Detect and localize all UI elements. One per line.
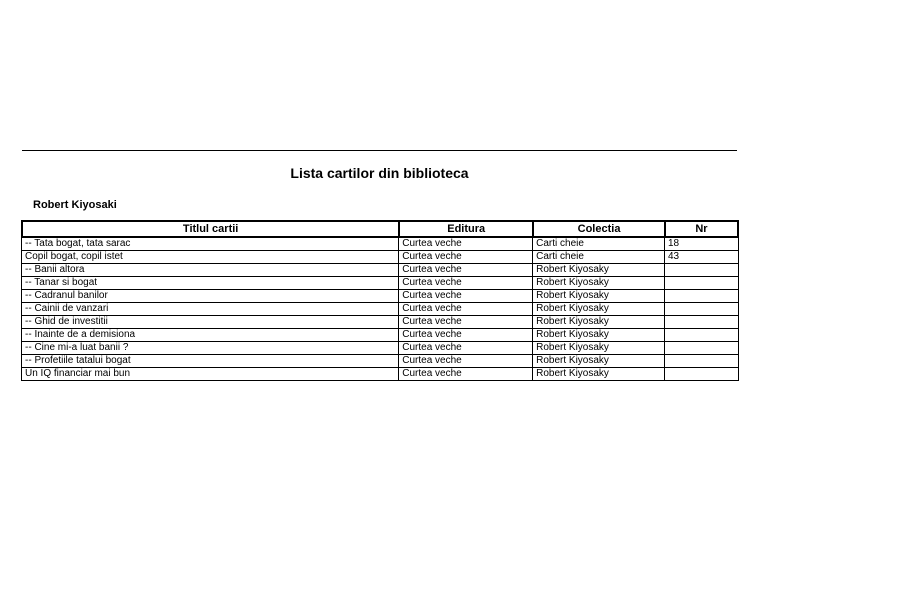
cell-colectia: Robert Kiyosaky — [533, 355, 665, 368]
cell-editura: Curtea veche — [399, 342, 533, 355]
column-header-editura: Editura — [399, 221, 533, 238]
cell-nr — [665, 264, 738, 277]
table-row — [22, 368, 738, 380]
cell-colectia: Carti cheie — [533, 238, 665, 251]
cell-nr — [665, 303, 738, 316]
cell-colectia: Carti cheie — [533, 251, 665, 264]
table-row — [22, 251, 738, 264]
cell-editura: Curtea veche — [399, 368, 533, 380]
table-row — [22, 355, 738, 368]
cell-title: -- Ghid de investitii — [22, 316, 399, 329]
cell-colectia: Robert Kiyosaky — [533, 316, 665, 329]
table-row — [22, 264, 738, 277]
cell-colectia: Robert Kiyosaky — [533, 368, 665, 380]
cell-colectia: Robert Kiyosaky — [533, 342, 665, 355]
table-body — [22, 238, 738, 380]
cell-editura: Curtea veche — [399, 290, 533, 303]
cell-colectia: Robert Kiyosaky — [533, 303, 665, 316]
cell-title: -- Cine mi-a luat banii ? — [22, 342, 399, 355]
table-row — [22, 277, 738, 290]
cell-title: -- Banii altora — [22, 264, 399, 277]
cell-editura: Curtea veche — [399, 277, 533, 290]
column-header-nr: Nr — [665, 221, 738, 238]
column-header-title: Titlul cartii — [22, 221, 399, 238]
cell-editura: Curtea veche — [399, 238, 533, 251]
cell-colectia: Robert Kiyosaky — [533, 329, 665, 342]
cell-colectia: Robert Kiyosaky — [533, 277, 665, 290]
cell-nr — [665, 355, 738, 368]
cell-title: -- Profetiile tatalui bogat — [22, 355, 399, 368]
cell-editura: Curtea veche — [399, 329, 533, 342]
table-row — [22, 316, 738, 329]
author-group-heading: Robert Kiyosaki — [33, 199, 117, 211]
table-header — [22, 221, 738, 238]
cell-nr — [665, 277, 738, 290]
cell-nr — [665, 368, 738, 380]
cell-colectia: Robert Kiyosaky — [533, 264, 665, 277]
page-title: Lista cartilor din biblioteca — [290, 165, 469, 181]
cell-nr — [665, 342, 738, 355]
cell-title: -- Tanar si bogat — [22, 277, 399, 290]
cell-editura: Curtea veche — [399, 251, 533, 264]
cell-nr: 43 — [665, 251, 738, 264]
cell-colectia: Robert Kiyosaky — [533, 290, 665, 303]
table-row — [22, 290, 738, 303]
column-header-colectia: Colectia — [533, 221, 665, 238]
table-row — [22, 238, 738, 251]
cell-nr — [665, 290, 738, 303]
table-row — [22, 329, 738, 342]
header-divider — [22, 150, 737, 151]
cell-editura: Curtea veche — [399, 355, 533, 368]
cell-nr: 18 — [665, 238, 738, 251]
cell-editura: Curtea veche — [399, 316, 533, 329]
cell-title: -- Inainte de a demisiona — [22, 329, 399, 342]
cell-title: -- Tata bogat, tata sarac — [22, 238, 399, 251]
header-row — [22, 221, 738, 238]
cell-editura: Curtea veche — [399, 264, 533, 277]
cell-title: Un IQ financiar mai bun — [22, 368, 399, 380]
books-table — [21, 220, 739, 381]
cell-title: -- Cainii de vanzari — [22, 303, 399, 316]
table-row — [22, 303, 738, 316]
cell-nr — [665, 316, 738, 329]
cell-title: -- Cadranul banilor — [22, 290, 399, 303]
table-row — [22, 342, 738, 355]
cell-editura: Curtea veche — [399, 303, 533, 316]
cell-nr — [665, 329, 738, 342]
cell-title: Copil bogat, copil istet — [22, 251, 399, 264]
